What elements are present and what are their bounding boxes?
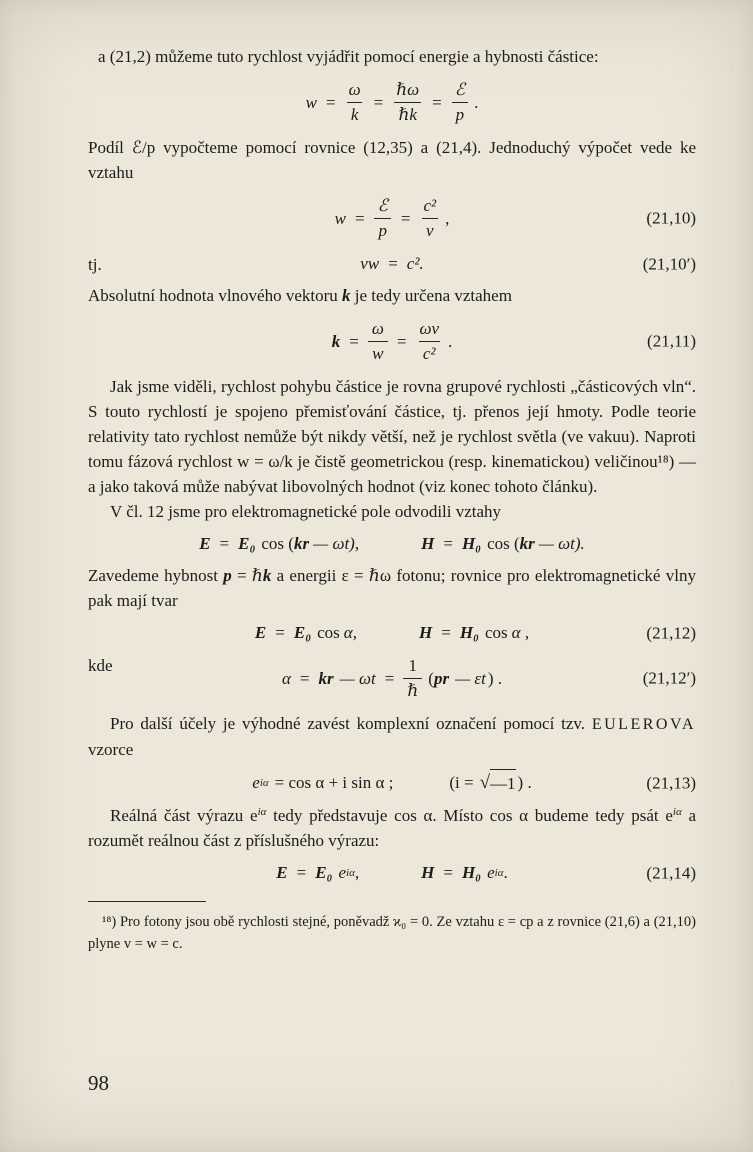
text-run: Jak jsme viděli, rychlost pohybu částice je rovna grupové rychlosti „částicových vln“. S touto rychlostí je spojeno přemisťování částice, tj. přenos její hmoty. Podle teorie relativity tato rychlost nemůže být nikdy větší, než je rychlost světla (ve vakuu). Naproti tomu fázová rychlost w = ω/k je čistě geometrickou (resp. kinematickou) veličinou¹⁸) — a jako taková může nabývat libovolných hodnot (viz konec tohoto článku). — [88, 377, 696, 496]
fraction-denominator: v — [422, 218, 438, 242]
math-var-w: w — [305, 92, 318, 112]
equation-21-11 — [88, 315, 696, 367]
equals-sign: = — [296, 863, 307, 882]
comma: , — [354, 863, 360, 882]
equals-sign: = — [432, 92, 442, 112]
equation-em-fields — [88, 531, 696, 556]
fraction-denominator: k — [347, 102, 363, 126]
paragraph-continuation — [88, 44, 696, 69]
text-run: V čl. 12 jsme pro elektromagnetické pole odvodili vztahy — [110, 502, 502, 521]
radical-sign: √ — [479, 772, 491, 793]
text-run: a energii ε = ℏω fotonu; rovnice pro elektromagnetické vlny pak mají tvar — [88, 566, 696, 610]
vector-kr: kr — [293, 534, 310, 553]
fraction-denominator: ℏ — [403, 678, 422, 702]
footnote — [88, 901, 696, 955]
fraction-numerator: 1 — [408, 655, 418, 675]
fraction-hbar-omega-hbar-k — [392, 79, 423, 126]
equals-sign: = — [384, 668, 395, 688]
page-content — [88, 44, 696, 955]
vector-pr: pr — [433, 668, 450, 688]
paragraph-em-field-intro — [88, 499, 696, 524]
fraction-c2-v — [419, 195, 440, 242]
equals-sign: = — [349, 331, 359, 351]
cos-label: cos — [484, 623, 508, 642]
vector-k: k — [262, 566, 272, 585]
math-e-base: e — [252, 773, 260, 792]
vector-kr: kr — [318, 668, 334, 688]
fraction-denominator: p — [452, 102, 469, 126]
fraction-energy-momentum — [374, 195, 392, 242]
paragraph-euler-intro — [88, 711, 696, 762]
equation-tag: (21,10) — [646, 208, 696, 228]
equation-21-13-euler-formula: e iα = cos α + i sin α ; (i = √ —1 ) . (21,13) — [88, 769, 696, 796]
fraction-omega-w — [368, 318, 388, 365]
alpha-comma: α, — [343, 623, 357, 642]
text-run: a (21,2) můžeme tuto rychlost vyjádřit pomocí energie a hybnosti částice: — [98, 47, 599, 66]
vector-H0: H₀ — [461, 534, 482, 553]
minus-omega-t: — ωt — [339, 668, 376, 688]
vector-H: H — [418, 623, 433, 642]
equals-sign: = — [326, 92, 336, 112]
text-run: Podíl ℰ/p vypočteme pomocí rovnice (12,35) a (21,4). Jednoduchý výpočet vede ke vztahu — [88, 138, 696, 182]
equals-sign: = — [275, 623, 285, 642]
footnote-text: ¹⁸) Pro fotony jsou obě rychlosti stejné, poněvadž ϰ₀ = 0. Ze vztahu ε = cp a z rovnice (21,6) a (21,10) plyne v = w = c. — [88, 914, 696, 952]
fraction-omega-k — [345, 79, 365, 126]
paragraph-momentum-energy — [88, 563, 696, 613]
equals-sign: = — [400, 208, 411, 228]
fraction-denominator: p — [374, 218, 391, 242]
close-paren-period: ) . — [487, 668, 503, 688]
fraction-energy-momentum — [451, 79, 469, 126]
vector-H0: H₀ — [461, 863, 482, 882]
vector-H0: H₀ — [459, 623, 479, 642]
text-run: Reálná část výrazu e — [110, 806, 258, 825]
equation-phase-velocity — [88, 76, 696, 128]
equation-21-12 — [88, 620, 696, 645]
equation-tag: (21,12′) — [642, 668, 696, 688]
vector-E: E — [199, 534, 211, 553]
paragraph-podil — [88, 135, 696, 185]
fraction-denominator: c² — [419, 341, 440, 365]
cos-open: cos ( — [261, 534, 294, 553]
imaginary-unit-open: (i = — [449, 773, 474, 792]
paragraph-real-part — [88, 803, 696, 853]
fraction-numerator: ωv — [419, 318, 439, 338]
math-rhs-c2: c². — [406, 254, 424, 273]
text-run: tedy představuje cos α. Místo cos α budeme tedy psát e — [266, 806, 673, 825]
fraction-omegav-c2 — [415, 318, 443, 365]
math-var-k: k — [331, 331, 341, 351]
equation-21-14: E = E₀ e iα , H = H₀ e iα . (21,14) — [88, 860, 696, 885]
math-e-base: e — [487, 863, 495, 882]
cos-open: cos ( — [487, 534, 520, 553]
period: . — [474, 92, 479, 112]
equals-sign: = — [396, 331, 407, 351]
phase-tail: — ωt), — [313, 534, 360, 553]
footnote-divider — [88, 901, 206, 902]
page-number: 98 — [88, 1071, 109, 1095]
math-var-w: w — [334, 208, 346, 228]
fraction-1-hbar — [403, 655, 422, 702]
equation-tag: (21,13) — [646, 773, 696, 792]
fraction-denominator: w — [368, 341, 387, 365]
comma: , — [445, 208, 450, 228]
close-paren-period: ) . — [517, 773, 532, 792]
vector-H: H — [421, 534, 435, 553]
fraction-numerator: ω — [371, 318, 384, 338]
vector-kr: kr — [519, 534, 535, 553]
vector-E: E — [254, 623, 267, 642]
text-run: Pro další účely je výhodné zavést komplexní označení pomocí tzv. — [110, 714, 592, 733]
fraction-numerator: c² — [423, 195, 437, 215]
equation-tag: (21,12) — [646, 623, 696, 642]
text-run: = ℏ — [231, 566, 263, 585]
equals-sign: = — [441, 623, 451, 642]
fraction-numerator: ℰ — [454, 79, 466, 99]
vector-E0: E₀ — [315, 863, 333, 882]
paragraph-group-velocity — [88, 374, 696, 499]
vector-E: E — [276, 863, 288, 882]
phase-tail: — ωt). — [538, 534, 585, 553]
fraction-numerator: ω — [348, 79, 361, 99]
period: . — [503, 863, 508, 882]
text-run: Absolutní hodnota vlnového vektoru — [88, 286, 343, 305]
euler-name: EULEROVA — [591, 716, 696, 733]
text-run: vzorce — [88, 740, 134, 759]
equals-sign: = — [354, 208, 365, 228]
radicand-minus-one: —1 — [490, 769, 516, 796]
euler-rhs: = cos α + i sin α ; — [274, 773, 394, 792]
equals-sign: = — [388, 254, 398, 273]
exponent-i-alpha: iα — [257, 806, 267, 818]
exponent-i-alpha: iα — [672, 806, 682, 818]
equation-tag: (21,14) — [646, 863, 696, 882]
fraction-denominator: ℏk — [394, 102, 421, 126]
alpha-comma: α , — [511, 623, 530, 642]
vector-H: H — [421, 863, 435, 882]
equation-tag: (21,11) — [647, 331, 696, 351]
period: . — [448, 331, 453, 351]
equals-sign: = — [219, 534, 230, 553]
math-e-base: e — [338, 863, 347, 882]
equation-21-12prime — [88, 652, 696, 704]
equation-21-10 — [88, 192, 696, 244]
vector-E0: E₀ — [238, 534, 256, 553]
text-run: a rozumět reálnou část z příslušného výrazu: — [88, 806, 696, 850]
fraction-numerator: ℏω — [396, 79, 420, 99]
equation-tag: (21,10′) — [642, 254, 696, 273]
equation-label-kde: kde — [88, 656, 113, 675]
equals-sign: = — [373, 92, 384, 112]
paragraph-wave-vector — [88, 283, 696, 308]
math-var-alpha: α — [281, 668, 291, 688]
equals-sign: = — [443, 534, 453, 553]
equation-21-10prime — [88, 251, 696, 276]
equation-label-tj: tj. — [88, 255, 102, 274]
fraction-numerator: ℰ — [377, 195, 388, 215]
open-paren: ( — [428, 668, 434, 688]
cos-label: cos — [317, 623, 340, 642]
vector-k: k — [342, 286, 351, 305]
vector-p: p — [223, 566, 232, 585]
equals-sign: = — [443, 863, 453, 882]
text-run: Zavedeme hybnost — [88, 566, 224, 585]
math-lhs-vw: vw — [360, 254, 380, 273]
vector-E0: E₀ — [293, 623, 312, 642]
text-run: je tedy určena vztahem — [350, 286, 512, 305]
minus-epsilon-t: — εt — [455, 668, 486, 688]
equals-sign: = — [299, 668, 310, 688]
